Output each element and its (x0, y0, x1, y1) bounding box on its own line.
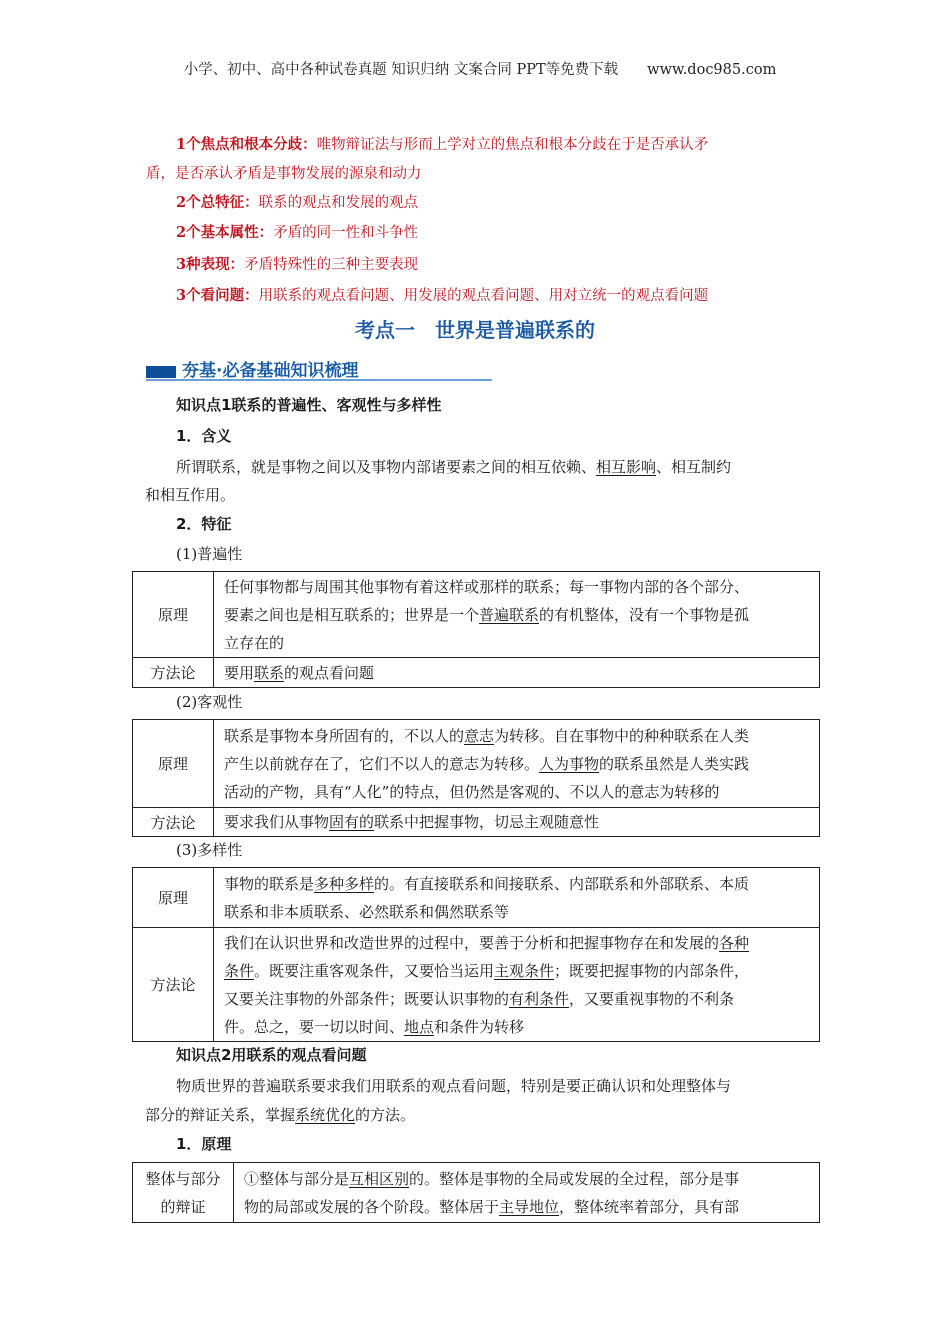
text: 的。整体是事物的全局或发展的全过程，部分是事 (409, 1169, 740, 1188)
fangfalun-content (214, 658, 820, 688)
summary-label: 1个焦点和根本分歧： (176, 136, 317, 153)
label-zhengti-bufen (133, 1163, 234, 1223)
underlined-term: 条件 (224, 961, 255, 980)
label-yuanli: 原理 (133, 720, 214, 808)
line (224, 957, 811, 985)
summary-text: 唯物辩证法与形而上学对立的焦点和根本分歧在于是否承认矛 (316, 137, 709, 153)
text: 联系中把握事物，切忌主观随意性 (374, 813, 600, 831)
underlined-term: 系统优化 (295, 1106, 356, 1124)
kp2-s1-title: 1．原理 (176, 1135, 232, 1153)
text: 、相互制约 (656, 458, 732, 476)
line: 立存在的 (224, 633, 285, 652)
line: 联系和非本质联系、必然联系和偶然联系等 (224, 902, 510, 921)
summary-line-3 (176, 221, 418, 242)
text: 又要关注事物的外部条件；既要认识事物的 (224, 989, 510, 1008)
line (224, 929, 811, 957)
summary-line-1-cont: 盾，是否承认矛盾是事物发展的源泉和动力 (146, 166, 422, 182)
text: 的方法。 (355, 1106, 416, 1124)
summary-line-4 (176, 253, 418, 274)
underlined-term: 固有的 (329, 813, 375, 831)
line (244, 1193, 811, 1221)
underlined-term: 地点 (404, 1017, 435, 1036)
keguanxing-title: (2)客观性 (176, 693, 243, 711)
text: 产生以前就存在了，它们不以人的意志为转移。 (224, 754, 540, 773)
label-yuanli: 原理 (133, 572, 214, 658)
text: 的联系虽然是人类实践 (599, 754, 750, 773)
underlined-term: 主观条件 (494, 961, 555, 980)
label-line: 整体与部分 (145, 1169, 221, 1188)
line: 任何事物都与周围其他事物有着这样或那样的联系；每一事物内部的各个部分、 (224, 577, 750, 596)
banner-bar (146, 366, 176, 378)
text: 联系是事物本身所固有的，不以人的 (224, 726, 465, 745)
kp1-definition-line-1 (176, 453, 731, 481)
kaodian-title: 考点一 世界是普遍联系的 (355, 318, 595, 342)
underlined-term: 相互影响 (596, 458, 657, 476)
underlined-term: 有利条件 (509, 989, 570, 1008)
label-line: 的辩证 (160, 1197, 206, 1216)
summary-label: 3个看问题： (176, 287, 259, 304)
text: 的观点看问题 (284, 663, 375, 682)
yuanli-content (214, 868, 820, 928)
text: 我们在认识世界和改造世界的过程中，要善于分析和把握事物存在和发展的 (224, 933, 720, 952)
underlined-term: 联系 (254, 663, 285, 682)
text: 和条件为转移 (434, 1017, 525, 1036)
line (224, 1013, 811, 1041)
summary-text: 矛盾的同一性和斗争性 (273, 225, 419, 241)
section-banner (146, 356, 492, 382)
pubianxing-title: (1)普遍性 (176, 545, 243, 563)
summary-label: 3种表现： (176, 256, 245, 273)
text: 。既要注重客观条件，又要恰当运用 (254, 961, 495, 980)
text: ，整体统率着部分，具有部 (559, 1197, 740, 1216)
kp2-title: 知识点2用联系的观点看问题 (176, 1046, 367, 1064)
text: ；既要把握事物的内部条件， (554, 961, 750, 980)
kp2-paragraph-line-1: 物质世界的普遍联系要求我们用联系的观点看问题，特别是要正确认识和处理整体与 (176, 1077, 732, 1095)
fangfalun-content (214, 928, 820, 1042)
line: 活动的产物，具有“人化”的特点，但仍然是客观的、不以人的意志为转移的 (224, 782, 720, 801)
table-pubianxing (132, 571, 820, 688)
text: 事物的联系是 (224, 874, 315, 893)
summary-label: 2个总特征： (176, 194, 259, 211)
underlined-term: 意志 (464, 726, 495, 745)
kp1-title: 知识点1联系的普遍性、客观性与多样性 (176, 396, 442, 414)
text: 部分的辩证关系，掌握 (145, 1106, 296, 1124)
fangfalun-content (214, 808, 820, 837)
page-header: 小学、初中、高中各种试卷真题 知识归纳 文案合同 PPT等免费下载 www.doc985.com (183, 62, 777, 78)
text: 的。有直接联系和间接联系、内部联系和外部联系、本质 (374, 874, 750, 893)
summary-text: 联系的观点和发展的观点 (258, 195, 419, 211)
summary-label: 2个基本属性： (176, 224, 274, 241)
text: 的有机整体，没有一个事物是孤 (539, 605, 750, 624)
underlined-term: 人为事物 (539, 754, 600, 773)
table-zhengti-bufen (132, 1162, 820, 1223)
text: ①整体与部分是 (244, 1169, 350, 1188)
summary-line-2 (176, 191, 418, 212)
text: 为转移。自在事物中的种种联系在人类 (494, 726, 750, 745)
table-duoyangxing (132, 867, 820, 1042)
kp1-s1-title: 1．含义 (176, 427, 232, 445)
text: 要求我们从事物 (224, 813, 330, 831)
text: ，又要重视事物的不利条 (569, 989, 735, 1008)
yuanli-content (214, 720, 820, 808)
yuanli-content (214, 572, 820, 658)
text: 要素之间也是相互联系的；世界是一个 (224, 605, 480, 624)
summary-line-1 (176, 133, 708, 154)
underlined-term: 各种 (719, 933, 750, 952)
summary-line-5 (176, 284, 708, 305)
label-yuanli: 原理 (133, 868, 214, 928)
line (224, 750, 811, 778)
line (224, 601, 811, 629)
table-keguanxing (132, 719, 820, 837)
kp1-s2-title: 2．特征 (176, 515, 232, 533)
line (224, 722, 811, 750)
summary-text: 矛盾特殊性的三种主要表现 (244, 257, 419, 273)
text: 要用 (224, 663, 255, 682)
line (244, 1165, 811, 1193)
banner-title: 夯基·必备基础知识梳理 (182, 361, 359, 381)
text: 物的局部或发展的各个阶段。整体居于 (244, 1197, 500, 1216)
text: 件。总之，要一切以时间、 (224, 1017, 405, 1036)
zhengti-bufen-content (234, 1163, 820, 1223)
line (224, 870, 811, 898)
label-fangfalun: 方法论 (133, 808, 214, 837)
label-fangfalun: 方法论 (133, 928, 214, 1042)
label-fangfalun: 方法论 (133, 658, 214, 688)
kp1-definition-line-2: 和相互作用。 (145, 486, 236, 504)
duoyangxing-title: (3)多样性 (176, 841, 243, 859)
summary-text: 用联系的观点看问题、用发展的观点看问题、用对立统一的观点看问题 (258, 288, 709, 304)
underlined-term: 主导地位 (499, 1197, 560, 1216)
line (224, 985, 811, 1013)
underlined-term: 互相区别 (349, 1169, 410, 1188)
text: 所谓联系，就是事物之间以及事物内部诸要素之间的相互依赖、 (176, 458, 597, 476)
underlined-term: 多种多样 (314, 874, 375, 893)
kp2-paragraph-line-2 (145, 1101, 415, 1129)
underlined-term: 普遍联系 (479, 605, 540, 624)
